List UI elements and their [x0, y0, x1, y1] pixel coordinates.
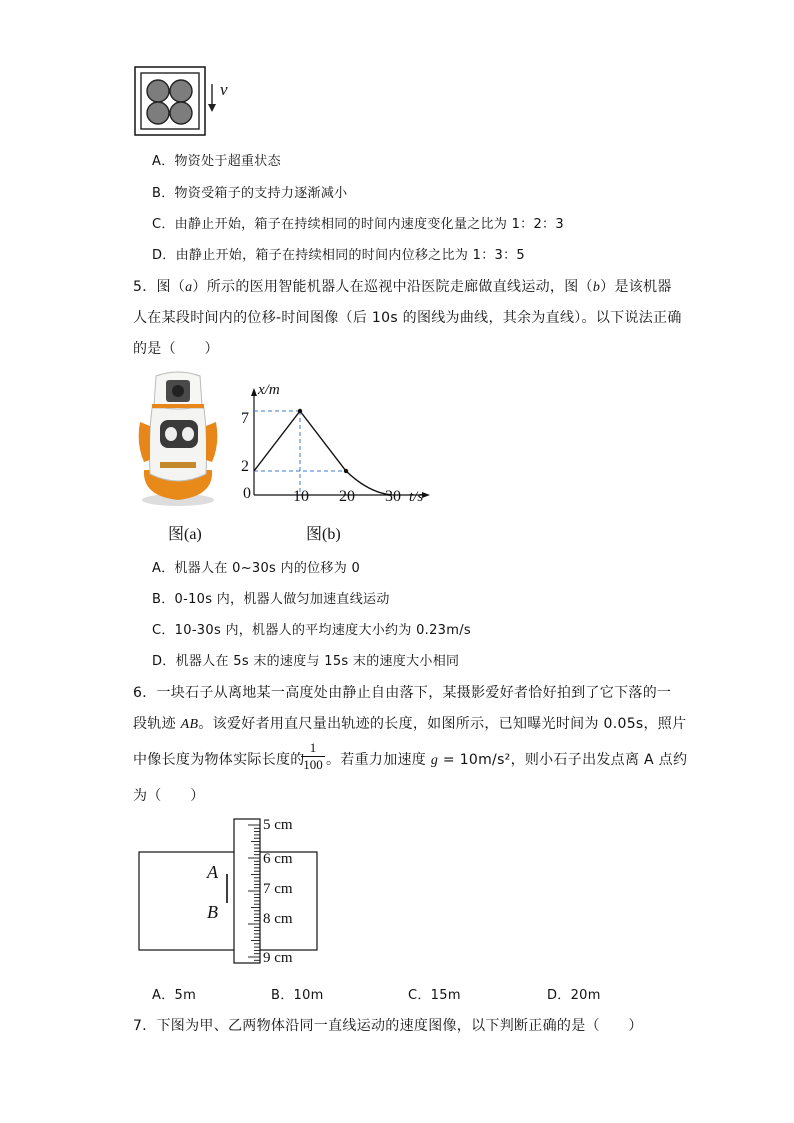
box-figure — [134, 66, 234, 138]
q6-stem-line3-tail: 。若重力加速度 g = 10m/s²，则小石子出发点离 A 点约 — [326, 752, 688, 768]
point-b-label: B — [207, 902, 218, 922]
q6-option-a[interactable]: A．5m — [152, 988, 197, 1003]
graph-caption: 图(b) — [306, 526, 341, 543]
x-tick-20: 20 — [339, 488, 355, 505]
ruler-figure — [136, 815, 326, 967]
q5-stem-line1: 5．图（a）所示的医用智能机器人在巡视中沿医院走廊做直线运动，图（b）是该机器 — [133, 279, 672, 295]
fraction — [301, 741, 325, 772]
ball — [147, 80, 169, 102]
q6-option-d[interactable]: D．20m — [547, 988, 601, 1003]
velocity-arrowhead — [208, 104, 216, 112]
y-axis-label: x/m — [258, 382, 280, 398]
point-t20 — [344, 469, 348, 473]
q4-option-b[interactable]: B．物资受箱子的支持力逐渐减小 — [152, 186, 348, 201]
x-axis-arrow — [422, 492, 430, 498]
ball — [170, 102, 192, 124]
q6-stem-line1: 6．一块石子从离地某一高度处由静止自由落下，某摄影爱好者恰好拍到了它下落的一 — [133, 685, 672, 701]
q6-stem-line4: 为（ ） — [133, 788, 205, 804]
q4-option-c[interactable]: C．由静止开始，箱子在持续相同的时间内速度变化量之比为 1：2：3 — [152, 217, 564, 232]
q5-option-a[interactable]: A．机器人在 0~30s 内的位移为 0 — [152, 561, 361, 576]
q4-option-d[interactable]: D．由静止开始，箱子在持续相同的时间内位移之比为 1：3：5 — [152, 248, 525, 263]
q4-option-a[interactable]: A．物资处于超重状态 — [152, 154, 281, 169]
box-outer — [135, 67, 205, 135]
point-a-label: A — [207, 862, 218, 882]
y-tick-2: 2 — [241, 458, 249, 475]
y-axis-arrow — [251, 388, 257, 396]
robot-badge — [160, 462, 196, 468]
robot-stripe — [152, 404, 204, 408]
x-tick-30: 30 — [385, 488, 401, 505]
q5-option-b[interactable]: B．0-10s 内，机器人做匀加速直线运动 — [152, 592, 390, 607]
q5-option-c[interactable]: C．10-30s 内，机器人的平均速度大小约为 0.23m/s — [152, 623, 471, 638]
fraction-denominator: 100 — [303, 757, 323, 772]
q7-stem: 7．下图为甲、乙两物体沿同一直线运动的速度图像，以下判断正确的是（ ） — [133, 1018, 643, 1034]
robot-image — [138, 370, 218, 508]
ruler-label-7cm: 7 cm — [263, 881, 293, 897]
q5-option-d[interactable]: D．机器人在 5s 末的速度与 15s 末的速度大小相同 — [152, 654, 460, 669]
q6-option-b[interactable]: B．10m — [271, 988, 324, 1003]
ruler-label-8cm: 8 cm — [263, 911, 293, 927]
robot-eye-left — [165, 427, 177, 441]
x-tick-10: 10 — [293, 488, 309, 505]
ruler-label-9cm: 9 cm — [263, 950, 293, 966]
y-tick-7: 7 — [241, 410, 249, 427]
robot-right-arm — [206, 422, 217, 462]
origin-label: 0 — [243, 485, 251, 502]
q5-stem-line3: 的是（ ） — [133, 341, 219, 357]
xt-series-line — [254, 411, 392, 495]
ball — [147, 102, 169, 124]
fraction-numerator: 1 — [309, 740, 317, 755]
q5-stem-line2: 人在某段时间内的位移-时间图像（后 10s 的图线为曲线，其余为直线）。以下说法正确 — [133, 310, 682, 326]
x-axis-label: t/s — [409, 489, 424, 505]
ruler-label-5cm: 5 cm — [263, 817, 293, 833]
ruler-label-6cm: 6 cm — [263, 851, 293, 867]
ball — [170, 80, 192, 102]
q6-option-c[interactable]: C．15m — [408, 988, 461, 1003]
robot-left-arm — [139, 422, 150, 462]
point-t10 — [298, 409, 302, 413]
q6-stem-line3: 中像长度为物体实际长度的 — [133, 752, 305, 768]
robot-eye-right — [182, 427, 194, 441]
q6-stem-line2: 段轨迹 AB。该爱好者用直尺量出轨迹的长度，如图所示，已知曝光时间为 0.05s，照片 — [133, 716, 687, 732]
robot-caption: 图(a) — [168, 526, 202, 543]
velocity-label: v — [220, 80, 228, 99]
robot-lens — [172, 385, 184, 397]
